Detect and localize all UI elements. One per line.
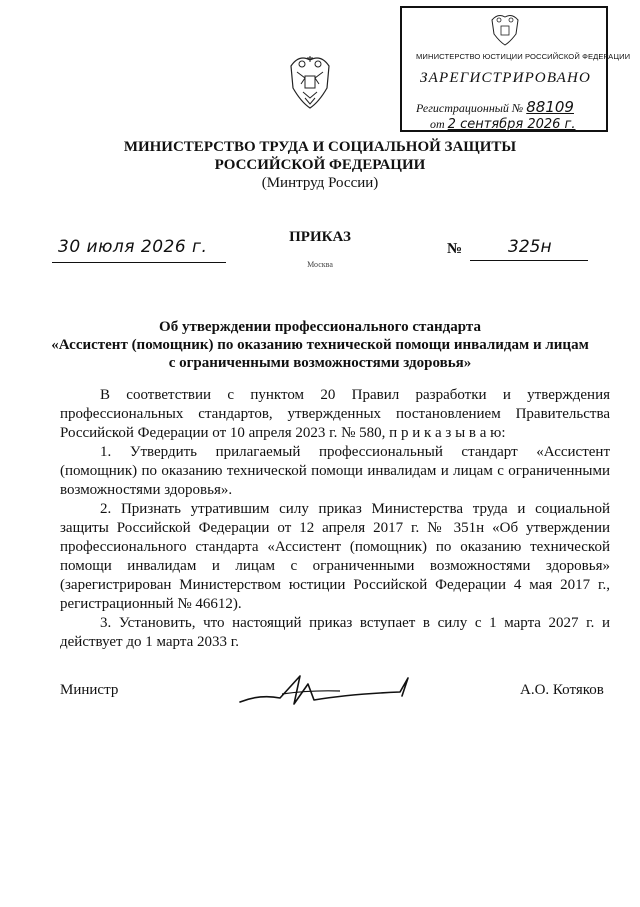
order-number: 325н	[508, 237, 552, 257]
title-line1: Об утверждении профессионального стандарта	[159, 319, 481, 335]
order-city: Москва	[307, 260, 333, 269]
number-sign: №	[447, 241, 463, 257]
number-underline	[470, 260, 588, 261]
stamp-number-line	[416, 98, 574, 116]
order-date: 30 июля 2026 г.	[58, 237, 208, 257]
ministry-header	[0, 138, 640, 192]
body-item-3: 3. Установить, что настоящий приказ вступает в силу с 1 марта 2027 г. и действует до 1 марта 2033 г.	[60, 615, 610, 650]
stamp-reg-date: 2 сентября 2026 г.	[447, 117, 576, 132]
stamp-emblem-icon	[488, 12, 522, 46]
ministry-line2: РОССИЙСКОЙ ФЕДЕРАЦИИ	[214, 157, 426, 173]
title-line2: «Ассистент (помощник) по оказанию технической помощи инвалидам и лицам	[51, 337, 589, 353]
body-item-2: 2. Признать утратившим силу приказ Министерства труда и социальной защиты Российской Федерации от 12 апреля 2017 г. № 351н «Об утверждении профессионального стандарта «Ассистент (помощник) по оказанию технической помощи инвалидам и лицам с ограниченными возможностями здоровья» (зарегистрирован Министерством юстиции Российской Федерации 4 мая 2017 г., регистрационный № 46612).	[60, 501, 610, 612]
stamp-registered: ЗАРЕГИСТРИРОВАНО	[420, 70, 592, 86]
stamp-date-prefix: от	[430, 117, 445, 131]
stamp-ministry: МИНИСТЕРСТВО ЮСТИЦИИ РОССИЙСКОЙ ФЕДЕРАЦИИ	[416, 52, 631, 61]
signer-name: А.О. Котяков	[520, 682, 604, 698]
handwritten-signature-icon	[230, 664, 430, 714]
stamp-reg-label: Регистрационный №	[416, 101, 524, 115]
title-line3: с ограниченными возможностями здоровья»	[168, 355, 472, 371]
date-underline	[52, 262, 226, 263]
signer-role: Министр	[60, 682, 119, 698]
body-preamble: В соответствии с пунктом 20 Правил разработки и утверждения профессиональных стандартов, утвержденных постановлением Правительства Российской Федерации от 10 апреля 2023 г. № 580, п р и к а з ы в а ю:	[60, 387, 610, 441]
ministry-line1: МИНИСТЕРСТВО ТРУДА И СОЦИАЛЬНОЙ ЗАЩИТЫ	[123, 139, 517, 155]
registration-stamp	[400, 6, 631, 132]
document-body	[60, 386, 610, 652]
coat-of-arms-icon	[287, 52, 333, 110]
document-type: ПРИКАЗ	[289, 229, 351, 245]
ministry-short: (Минтруд России)	[261, 175, 379, 191]
stamp-date-line	[430, 117, 576, 132]
body-item-1: 1. Утвердить прилагаемый профессиональный стандарт «Ассистент (помощник) по оказанию технической помощи инвалидам и лицам с ограниченными возможностями здоровья».	[60, 444, 610, 498]
stamp-reg-number: 88109	[526, 98, 574, 116]
document-title	[40, 318, 600, 372]
